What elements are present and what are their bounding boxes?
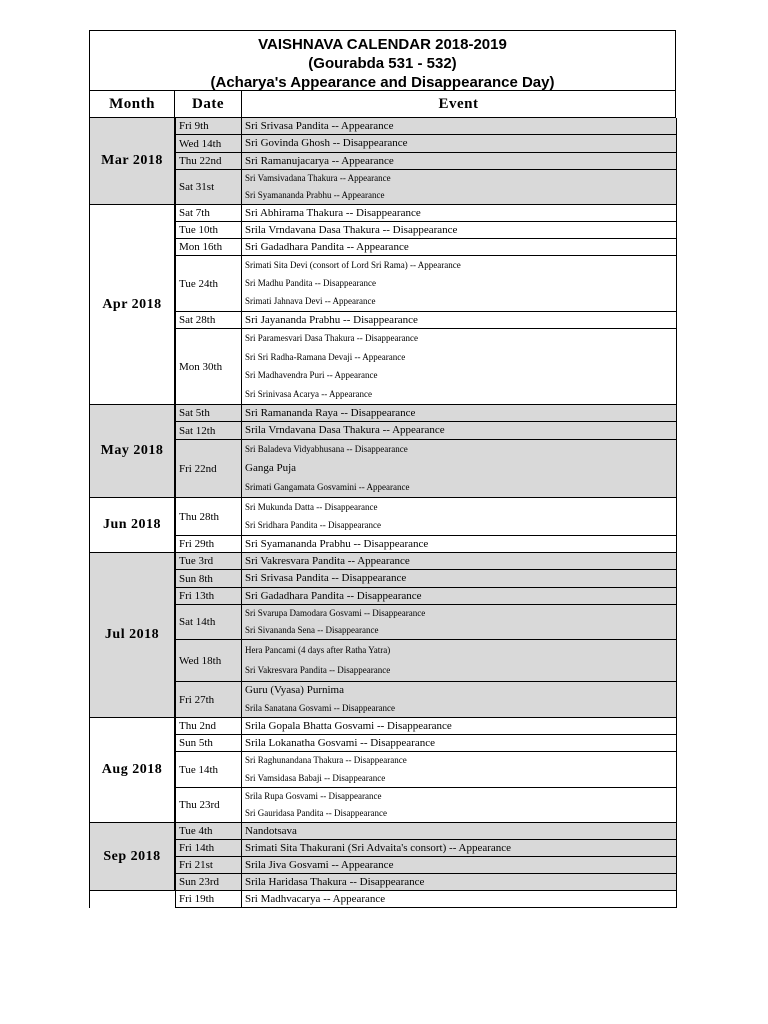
event-date: Sat 14th xyxy=(175,605,242,639)
event-date: Sat 31st xyxy=(175,170,242,204)
event-cell xyxy=(242,135,677,152)
month-label: Mar 2018 xyxy=(101,153,163,168)
event-cell xyxy=(242,640,677,681)
event-date: Sun 8th xyxy=(175,570,242,587)
month-label: Sep 2018 xyxy=(103,848,161,864)
event-cell xyxy=(242,422,677,439)
event-text: Ganga Puja xyxy=(245,462,297,474)
event-text: Srila Jiva Gosvami -- Appearance xyxy=(245,858,394,871)
event-text: Sri Vakresvara Pandita -- Appearance xyxy=(245,554,410,567)
event-text: Sri Raghunandana Thakura -- Disappearance xyxy=(245,755,407,766)
table-row xyxy=(175,329,677,405)
event-date: Thu 23rd xyxy=(175,788,242,822)
event-text: Srila Gopala Bhatta Gosvami -- Disappearance xyxy=(245,719,452,732)
title-line-3: (Acharya's Appearance and Disappearance Day) xyxy=(210,74,555,91)
event-text: Sri Ramananda Raya -- Disappearance xyxy=(245,406,416,419)
event-date: Tue 3rd xyxy=(175,553,242,569)
event-text: Sri Syamananda Prabhu -- Appearance xyxy=(245,190,385,200)
table-row xyxy=(175,440,677,498)
event-text: Sri Madhvacarya -- Appearance xyxy=(245,892,386,905)
table-row xyxy=(175,256,677,312)
event-date: Fri 27th xyxy=(175,682,242,717)
event-text: Sri Srinivasa Acarya -- Appearance xyxy=(245,389,372,400)
event-date: Mon 16th xyxy=(175,239,242,255)
event-text: Sri Paramesvari Dasa Thakura -- Disappearance xyxy=(245,332,419,343)
table-row xyxy=(175,570,677,588)
month-label: May 2018 xyxy=(100,443,164,458)
month-cell xyxy=(89,118,175,205)
event-text: Sri Sri Radha-Ramana Devaji -- Appearance xyxy=(245,351,406,362)
calendar-title xyxy=(89,30,676,90)
event-date: Fri 29th xyxy=(175,536,242,552)
month-label: Apr 2018 xyxy=(102,296,162,312)
event-date: Fri 14th xyxy=(175,840,242,856)
table-row xyxy=(175,135,677,153)
event-cell xyxy=(242,118,677,134)
table-row xyxy=(175,239,677,256)
event-text: Srila Sanatana Gosvami -- Disappearance xyxy=(245,702,395,713)
event-text: Sri Mukunda Datta -- Disappearance xyxy=(245,501,378,512)
month-label: Jun 2018 xyxy=(102,517,162,532)
event-cell xyxy=(242,682,677,717)
title-line-1: VAISHNAVA CALENDAR 2018-2019 xyxy=(258,36,507,53)
event-text: Sri Sridhara Pandita -- Disappearance xyxy=(245,520,381,531)
event-cell xyxy=(242,405,677,421)
table-row xyxy=(175,682,677,718)
event-text: Sri Ramanujacarya -- Appearance xyxy=(245,154,394,167)
event-date: Fri 9th xyxy=(175,118,242,134)
table-row xyxy=(175,422,677,440)
calendar-sheet xyxy=(89,30,677,918)
table-row xyxy=(175,170,677,205)
month-cell xyxy=(89,205,175,405)
event-cell xyxy=(242,857,677,873)
event-text: Nandotsava xyxy=(245,824,297,837)
event-date: Sat 7th xyxy=(175,205,242,221)
table-row xyxy=(175,205,677,222)
event-cell xyxy=(242,329,677,404)
event-date: Fri 13th xyxy=(175,588,242,604)
event-cell xyxy=(242,498,677,535)
event-text: Sri Govinda Ghosh -- Disappearance xyxy=(245,137,408,149)
event-cell xyxy=(242,891,677,907)
table-row xyxy=(175,153,677,170)
table-row xyxy=(175,788,677,823)
table-row xyxy=(175,735,677,752)
table-row xyxy=(175,752,677,788)
table-row xyxy=(175,640,677,682)
month-cell xyxy=(89,718,175,823)
table-row xyxy=(175,718,677,735)
event-text: Srimati Sita Devi (consort of Lord Sri Rama) -- Appearance xyxy=(245,259,461,270)
event-cell xyxy=(242,312,677,328)
event-text: Sri Sivananda Sena -- Disappearance xyxy=(245,625,379,635)
event-text: Sri Abhirama Thakura -- Disappearance xyxy=(245,206,421,219)
event-text: Guru (Vyasa) Purnima xyxy=(245,684,344,697)
event-cell xyxy=(242,205,677,221)
event-date: Sat 5th xyxy=(175,405,242,421)
table-row xyxy=(175,891,677,908)
event-date: Thu 2nd xyxy=(175,718,242,734)
event-text: Sri Gauridasa Pandita -- Disappearance xyxy=(245,808,387,818)
event-date: Wed 14th xyxy=(175,135,242,152)
event-text: Sri Gadadhara Pandita -- Appearance xyxy=(245,240,409,253)
event-date: Tue 24th xyxy=(175,256,242,311)
event-text: Hera Pancami (4 days after Ratha Yatra) xyxy=(245,644,391,655)
event-date: Tue 10th xyxy=(175,222,242,238)
table-header xyxy=(89,90,676,118)
month-cell xyxy=(89,405,175,498)
table-row xyxy=(175,605,677,640)
table-row xyxy=(175,222,677,239)
event-cell xyxy=(242,239,677,255)
month-cell xyxy=(89,553,175,718)
table-row xyxy=(175,536,677,553)
event-cell xyxy=(242,588,677,604)
event-text: Sri Jayananda Prabhu -- Disappearance xyxy=(245,313,418,326)
title-line-2: (Gourabda 531 - 532) xyxy=(308,55,457,72)
event-date: Tue 14th xyxy=(175,752,242,787)
event-cell xyxy=(242,536,677,552)
event-date: Sat 28th xyxy=(175,312,242,328)
event-text: Srimati Sita Thakurani (Sri Advaita's consort) -- Appearance xyxy=(245,841,512,854)
month-cell xyxy=(89,891,175,908)
event-text: Sri Madhu Pandita -- Disappearance xyxy=(245,277,376,288)
event-text: Sri Vamsivadana Thakura -- Appearance xyxy=(245,173,391,183)
table-row xyxy=(175,874,677,891)
event-text: Sri Madhavendra Puri -- Appearance xyxy=(245,370,378,381)
event-cell xyxy=(242,153,677,169)
event-date: Sun 5th xyxy=(175,735,242,751)
event-cell xyxy=(242,874,677,890)
event-text: Srila Rupa Gosvami -- Disappearance xyxy=(245,791,382,801)
event-text: Srila Lokanatha Gosvami -- Disappearance xyxy=(245,736,435,749)
month-header: Month xyxy=(89,90,175,118)
event-text: Sri Svarupa Damodara Gosvami -- Disappearance xyxy=(245,608,426,618)
table-row xyxy=(175,588,677,605)
month-label: Aug 2018 xyxy=(101,762,163,777)
event-text: Sri Srivasa Pandita -- Disappearance xyxy=(245,572,407,584)
event-text: Srimati Gangamata Gosvamini -- Appearance xyxy=(245,482,410,492)
event-cell xyxy=(242,735,677,751)
table-row xyxy=(175,405,677,422)
table-row xyxy=(175,118,677,135)
event-text: Sri Vamsidasa Babaji -- Disappearance xyxy=(245,772,386,783)
event-date: Mon 30th xyxy=(175,329,242,404)
event-text: Srila Haridasa Thakura -- Disappearance xyxy=(245,875,425,888)
event-cell xyxy=(242,788,677,822)
event-date: Thu 28th xyxy=(175,498,242,535)
table-row xyxy=(175,857,677,874)
event-date: Fri 22nd xyxy=(175,440,242,497)
event-cell xyxy=(242,605,677,639)
month-cell xyxy=(89,823,175,891)
event-text: Srila Vrndavana Dasa Thakura -- Appearance xyxy=(245,424,445,436)
event-cell xyxy=(242,222,677,238)
table-row xyxy=(175,498,677,536)
event-date: Thu 22nd xyxy=(175,153,242,169)
event-date: Wed 18th xyxy=(175,640,242,681)
event-text: Sri Srivasa Pandita -- Appearance xyxy=(245,119,394,132)
event-cell xyxy=(242,570,677,587)
table-row xyxy=(175,840,677,857)
date-header: Date xyxy=(174,90,242,118)
event-text: Sri Gadadhara Pandita -- Disappearance xyxy=(245,589,422,602)
table-row xyxy=(175,553,677,570)
table-row xyxy=(175,312,677,329)
event-text: Srila Vrndavana Dasa Thakura -- Disappearance xyxy=(245,223,458,236)
event-date: Fri 19th xyxy=(175,891,242,907)
event-text: Srimati Jahnava Devi -- Appearance xyxy=(245,296,376,307)
event-cell xyxy=(242,440,677,497)
event-cell xyxy=(242,170,677,204)
event-date: Fri 21st xyxy=(175,857,242,873)
event-text: Sri Vakresvara Pandita -- Disappearance xyxy=(245,665,391,676)
event-text: Sri Syamananda Prabhu -- Disappearance xyxy=(245,537,429,550)
event-date: Sat 12th xyxy=(175,422,242,439)
event-text: Sri Baladeva Vidyabhusana -- Disappearance xyxy=(245,444,408,454)
event-cell xyxy=(242,553,677,569)
event-cell xyxy=(242,823,677,839)
month-cell xyxy=(89,498,175,553)
event-cell xyxy=(242,256,677,311)
event-cell xyxy=(242,718,677,734)
event-date: Tue 4th xyxy=(175,823,242,839)
table-row xyxy=(175,823,677,840)
event-cell xyxy=(242,840,677,856)
event-header: Event xyxy=(241,90,676,118)
event-date: Sun 23rd xyxy=(175,874,242,890)
event-cell xyxy=(242,752,677,787)
month-label: Jul 2018 xyxy=(104,627,160,642)
